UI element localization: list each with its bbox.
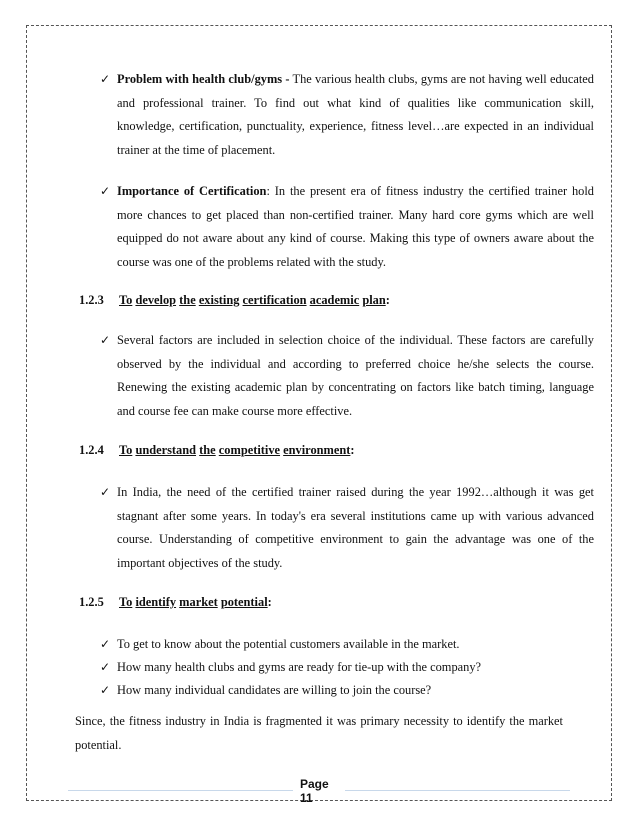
checkmark-icon: ✓	[100, 683, 111, 697]
bullet-text: In India, the need of the certified trainer raised during the year 1992…although it was get stagnant after some years. In today's era several institutions came up with various advanced course. Understanding of competitive environment to gain the advantage was one of the important objectives of the study.	[117, 485, 594, 570]
heading-colon: :	[267, 595, 272, 609]
heading-colon: :	[385, 293, 390, 307]
bullet-importance-certification	[100, 180, 594, 274]
page-number: 11	[300, 791, 313, 805]
heading-word: To	[119, 293, 133, 307]
heading-word: the	[179, 293, 196, 307]
heading-word: certification	[242, 293, 307, 307]
heading-word: identify	[135, 595, 177, 609]
checkmark-icon: ✓	[100, 660, 111, 674]
section-number: 1.2.3	[79, 293, 104, 307]
list-item-text: How many health clubs and gyms are ready for tie-up with the company?	[117, 660, 482, 674]
heading-word: understand	[135, 443, 197, 457]
checkmark-icon: ✓	[100, 72, 111, 86]
heading-word: environment	[283, 443, 351, 457]
list-item-text: How many individual candidates are willing to join the course?	[117, 683, 432, 697]
section-heading-1-2-5	[79, 593, 272, 611]
heading-word: To	[119, 595, 133, 609]
section-number: 1.2.4	[79, 443, 104, 457]
bullet-text: The various health clubs, gyms are not having well educated and professional trainer. To find out what kind of qualities like communication skill, knowledge, certification, punctuality, experience, fitness level…are expected in an individual trainer at the time of placement.	[117, 72, 594, 157]
list-item	[100, 635, 460, 653]
section-heading-1-2-4	[79, 441, 355, 459]
bullet-problem-health-club	[100, 68, 594, 162]
heading-word: plan	[362, 293, 386, 307]
heading-word: To	[119, 443, 133, 457]
heading-word: academic	[309, 293, 360, 307]
list-item	[100, 658, 482, 676]
heading-colon: :	[350, 443, 355, 457]
bullet-lead: Problem with health club/gyms -	[117, 72, 290, 86]
bullet-in-india	[100, 481, 594, 575]
heading-word: the	[199, 443, 216, 457]
checkmark-icon: ✓	[100, 333, 111, 347]
footer-rule-right	[345, 790, 570, 791]
checkmark-icon: ✓	[100, 485, 111, 499]
bullet-text: : In the present era of fitness industry the certified trainer hold more chances to get placed than non-certified trainer. Many hard core gyms which are well equipped do not aware about any kind of course. Making this type of owners aware about the course was one of the problems related with the study.	[117, 184, 594, 269]
heading-word: competitive	[218, 443, 281, 457]
section-heading-1-2-3	[79, 291, 390, 309]
closing-paragraph: Since, the fitness industry in India is fragmented it was primary necessity to identify the market potential.	[75, 714, 563, 752]
heading-word: existing	[198, 293, 240, 307]
footer-rule-left	[68, 790, 293, 791]
page-number-label	[300, 777, 329, 805]
heading-word: develop	[135, 293, 177, 307]
checkmark-icon: ✓	[100, 637, 111, 651]
page-label: Page	[300, 777, 329, 791]
list-item-text: To get to know about the potential customers available in the market.	[117, 637, 460, 651]
heading-word: potential	[220, 595, 268, 609]
list-item	[100, 681, 432, 699]
bullet-text: Several factors are included in selection choice of the individual. These factors are carefully observed by the individual and according to preferred choice he/she selects the course. Renewing the existing academic plan by concentrating on factors like batch timing, language and course fee can make course more effective.	[117, 333, 594, 418]
section-number: 1.2.5	[79, 595, 104, 609]
bullet-lead: Importance of Certification	[117, 184, 267, 198]
checkmark-icon: ✓	[100, 184, 111, 198]
heading-word: market	[179, 595, 218, 609]
bullet-several-factors	[100, 329, 594, 423]
